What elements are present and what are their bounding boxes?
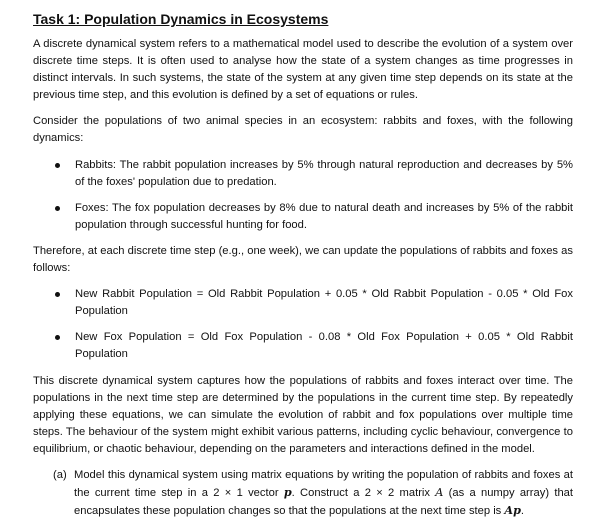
list-item (33, 157, 573, 191)
next-step-ap: Ap (504, 503, 521, 518)
bullet-icon (55, 163, 60, 168)
dimension-vector: 2 × 1 (213, 487, 243, 500)
question-a-text-1: Model this dynamical system using matrix equations by writing the population of rabbits and foxes at the current time step in a (74, 468, 573, 500)
question-a-text (74, 467, 573, 520)
vector-p: p (283, 485, 292, 500)
document-page (33, 10, 573, 520)
intro-paragraph: A discrete dynamical system refers to a mathematical model used to describe the evolution of a system over discrete time steps. It is often used to analyse how the state of a system changes as time progresses in distinct intervals. In such systems, the state of the system at any given time step depends on its state at the previous time step, and this evolution is defined by a set of equations or rules. (33, 38, 573, 102)
consider-paragraph: Consider the populations of two animal species in an ecosystem: rabbits and foxes, with the following dynamics: (33, 115, 573, 145)
question-a-text-2: vector (242, 487, 284, 500)
question-a-text-5: (as a numpy array) that encapsulates these population changes so that the populations at the next time step is (74, 487, 573, 518)
fox-equation-text: New Fox Population = Old Fox Population - 0.08 * Old Fox Population + 0.05 * Old Rabbit Population (75, 331, 573, 361)
question-a (53, 467, 573, 520)
bullet-icon (55, 335, 60, 340)
rabbit-equation-text: New Rabbit Population = Old Rabbit Population + 0.05 * Old Rabbit Population - 0.05 * Old Fox Population (75, 288, 573, 318)
matrix-a: A (435, 486, 444, 500)
equations-list (33, 286, 573, 363)
list-item (33, 200, 573, 234)
dynamics-rabbits-text: Rabbits: The rabbit population increases by 5% through natural reproduction and decreases by 5% of the foxes' population due to predation. (75, 158, 573, 188)
question-a-text-3: . Construct a (291, 487, 365, 500)
summary-paragraph: This discrete dynamical system captures how the populations of rabbits and foxes interact over time. The populations in the next time step are determined by the populations in the current time step. By repeatedly applying these equations, we can simulate the evolution of rabbit and fox populations over multiple time steps. The behaviour of the system might exhibit various patterns, including cyclic behaviour, convergence to equilibrium, or chaotic behaviour, depending on the parameters and interactions defined in the model. (33, 374, 573, 455)
question-a-text-4: matrix (394, 487, 436, 500)
question-a-label: (a) (53, 468, 67, 481)
dynamics-list (33, 157, 573, 234)
page-title: Task 1: Population Dynamics in Ecosystems (33, 11, 329, 27)
bullet-icon (55, 292, 60, 297)
question-a-text-6: . (520, 505, 525, 518)
list-item (33, 286, 573, 320)
list-item (33, 329, 573, 363)
dynamics-foxes-text: Foxes: The fox population decreases by 8% due to natural death and increases by 5% of the rabbit population through successful hunting for food. (75, 201, 573, 231)
dimension-matrix: 2 × 2 (364, 487, 395, 500)
therefore-paragraph: Therefore, at each discrete time step (e.g., one week), we can update the populations of rabbits and foxes as follows: (33, 244, 573, 275)
bullet-icon (55, 206, 60, 211)
